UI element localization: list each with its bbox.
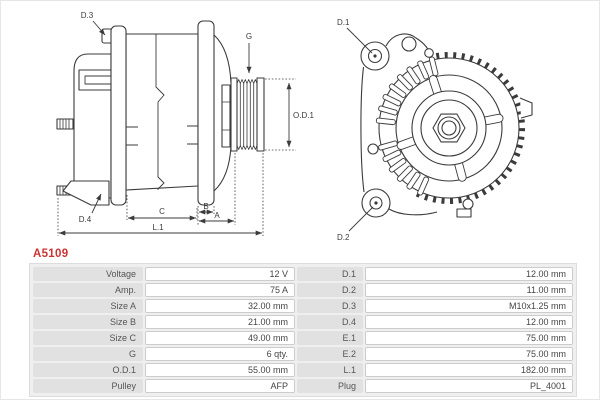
spec-value: 75.00 mm — [365, 347, 573, 361]
spec-value: PL_4001 — [365, 379, 573, 393]
technical-diagrams — [1, 1, 600, 251]
dimension-label-od1: O.D.1 — [293, 111, 314, 120]
spec-label: Plug — [297, 379, 363, 393]
spec-value: 11.00 mm — [365, 283, 573, 297]
spec-label: E.1 — [297, 331, 363, 345]
spec-value: 182.00 mm — [365, 363, 573, 377]
spec-label: D.1 — [297, 267, 363, 281]
spec-value: 75 A — [145, 283, 295, 297]
spec-table — [29, 263, 577, 397]
part-number: A5109 — [33, 248, 69, 260]
spec-value: 12.00 mm — [365, 315, 573, 329]
spec-label: O.D.1 — [33, 363, 143, 377]
dimension-label-d1: D.1 — [337, 18, 350, 27]
spec-label: E.2 — [297, 347, 363, 361]
dimension-label-l1: L.1 — [152, 223, 164, 232]
spec-label: Size B — [33, 315, 143, 329]
dimension-label-a: A — [214, 211, 220, 220]
dimension-label-g: G — [245, 32, 253, 41]
dimension-label-d4: D.4 — [78, 215, 92, 224]
spec-value: 32.00 mm — [145, 299, 295, 313]
spec-label: D.2 — [297, 283, 363, 297]
dimension-label-d2: D.2 — [337, 233, 350, 242]
spec-value: 21.00 mm — [145, 315, 295, 329]
dimension-label-d3: D.3 — [80, 11, 94, 20]
spec-value: M10x1.25 mm — [365, 299, 573, 313]
spec-value: 6 qty. — [145, 347, 295, 361]
spec-value: 49.00 mm — [145, 331, 295, 345]
spec-label: Size C — [33, 331, 143, 345]
dimension-label-c: C — [159, 207, 165, 216]
spec-label: G — [33, 347, 143, 361]
spec-label: Amp. — [33, 283, 143, 297]
alternator-front-view — [347, 28, 532, 231]
spec-label: D.3 — [297, 299, 363, 313]
dimension-label-b: B — [203, 202, 209, 211]
spec-label: Pulley — [33, 379, 143, 393]
spec-value: 75.00 mm — [365, 331, 573, 345]
pulley — [231, 78, 264, 151]
spec-label: Size A — [33, 299, 143, 313]
spec-value: 12 V — [145, 267, 295, 281]
spec-label: Voltage — [33, 267, 143, 281]
spec-value: AFP — [145, 379, 295, 393]
spec-value: 55.00 mm — [145, 363, 295, 377]
alternator-side-view — [57, 21, 296, 236]
spec-label: L.1 — [297, 363, 363, 377]
spec-label: D.4 — [297, 315, 363, 329]
spec-value: 12.00 mm — [365, 267, 573, 281]
